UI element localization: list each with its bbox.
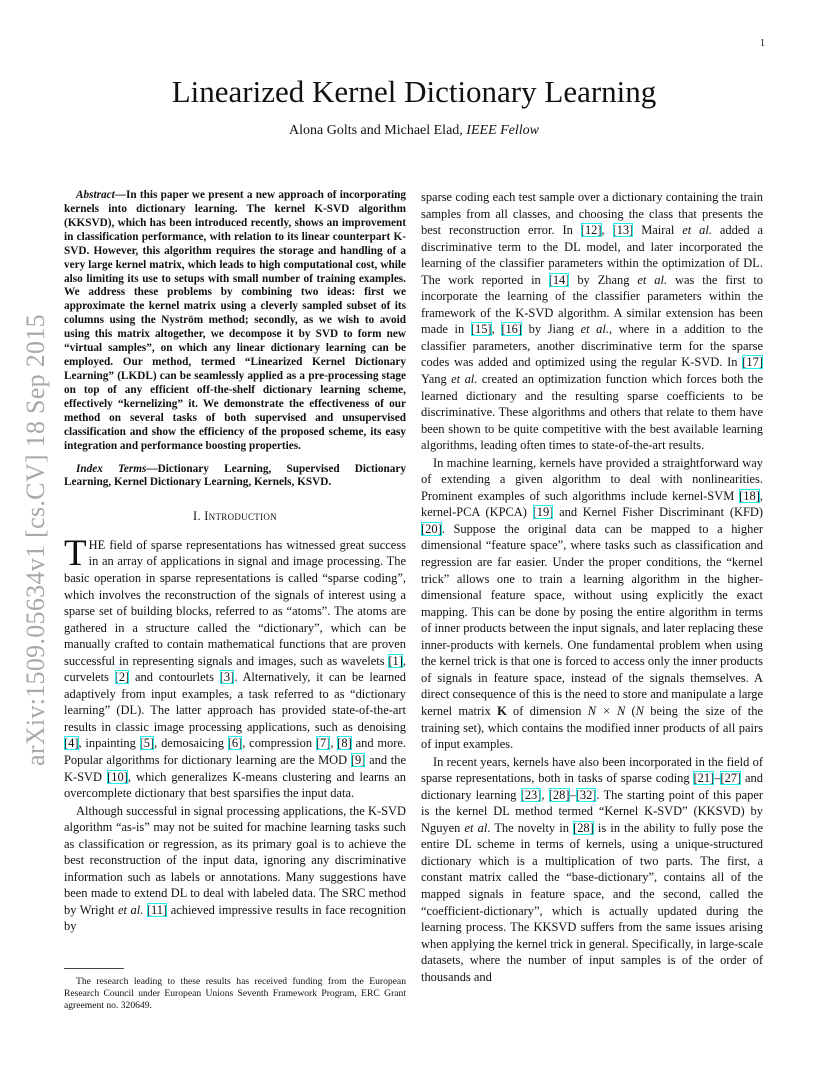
citation-link[interactable]: [21]: [693, 771, 715, 786]
text-run: , demosaicing: [154, 736, 228, 751]
citation-link[interactable]: [1]: [388, 653, 403, 668]
citation-link[interactable]: [5]: [139, 736, 155, 751]
citation-link[interactable]: [32]: [575, 787, 597, 802]
right-paragraph-3: [421, 754, 763, 986]
author-affiliation: IEEE Fellow: [466, 123, 539, 138]
text-run: , curvelets: [64, 653, 406, 685]
funding-footnote: The research leading to these results has received funding from the European Research Council under European Unions Seventh Framework Program, ERC Grant agreement no. 320649.: [64, 976, 406, 1011]
citation-link[interactable]: [12]: [580, 223, 602, 238]
text-run: , inpainting: [78, 736, 140, 751]
text-run: and Kernel Fisher Discriminant (KFD): [553, 505, 763, 520]
citation-link[interactable]: [2]: [114, 670, 130, 685]
citation-link[interactable]: [17]: [742, 355, 763, 370]
index-terms: [64, 463, 406, 491]
text-run: was the first to incorporate the learning of the classifier parameters within the framework of the K-SVD algorithm. A similar extension has been made in: [421, 272, 763, 337]
citation-link[interactable]: [14]: [548, 272, 570, 287]
text-run: ,: [541, 787, 549, 802]
citation-link[interactable]: [13]: [612, 223, 634, 238]
citation-link[interactable]: [6]: [227, 736, 243, 751]
section-heading-introduction: [64, 508, 406, 525]
index-terms-lead: Index Terms: [76, 462, 147, 475]
text-run: HE field of sparse representations has witnessed great success in an array of applications in signal and image processing. The basic operation in sparse representations is called “sparse coding”, which involves the reconstruction of the signals of interest using a sparse set of building blocks, referred to as “atoms”. The atoms are gathered in a structure called the “dictionary”, which can be manually crafted to contain mathematical functions that are proven successful in representing signals and images, such as wavelets: [64, 537, 406, 668]
citation-link[interactable]: [3]: [219, 670, 235, 685]
text-run: (: [625, 703, 636, 718]
text-run: et al: [464, 820, 488, 835]
left-column: [64, 189, 406, 936]
text-run: and more. Popular algorithms for dictionary learning are the MOD: [64, 736, 406, 768]
citation-link[interactable]: [27]: [720, 771, 742, 786]
citation-link[interactable]: [4]: [64, 736, 79, 751]
text-run: is in the ability to fully pose the entire DL scheme in terms of kernels, using a unique-structured dictionary which is a multiplication of two parts. The first, a constant matrix called the “base-dictionary”, contains all of the mapped signals in feature space, and the second, called the “coefficient-dictionary”, which is actually updated during the learning process. The KKSVD suffers from the same issues arising when applying the kernel trick in general. Specifically, in large-scale datasets, where the number of input samples is of the order of thousands and: [421, 820, 763, 984]
section-number: I.: [193, 509, 201, 524]
intro-paragraph-2: [64, 803, 406, 935]
page-number: 1: [760, 38, 765, 49]
text-run: –: [569, 787, 576, 802]
text-run: sparse coding each test sample over a dictionary containing the train samples from all classes, and choosing the class that presents the best reconstruction error. In: [421, 190, 763, 238]
citation-link[interactable]: [28]: [573, 820, 594, 835]
citation-link[interactable]: [7]: [315, 736, 331, 751]
text-run: ,: [601, 223, 613, 238]
authors-line: [0, 123, 828, 139]
text-run: . The starting point of this paper is the kernel DL method termed “Kernel K-SVD” (KKSVD) by Nguyen: [421, 787, 763, 835]
text-run: , which generalizes K-means clustering and learns an overcomplete dictionary that best sparsifies the input data.: [64, 769, 406, 801]
abstract-text: —In this paper we present a new approach of incorporating kernels into dictionary learning. The kernel K-SVD algorithm (KKSVD), which has been introduced recently, shows an improvement in classification performance, with relation to its linear counterpart K-SVD. However, this algorithm requires the storage and handling of a very large kernel matrix, which leads to high computational cost, while also limiting its use to setups with small number of training examples. We address these problems by combining two ideas: first we approximate the kernel matrix using a cleverly sampled subset of its columns using the Nyström method; secondly, as we wish to avoid using this matrix altogether, we decompose it by SVD to form new “virtual samples”, on which any linear dictionary learning can be employed. Our method, termed “Linearized Kernel Dictionary Learning” (LKDL) can be seamlessly applied as a pre-processing stage on top of any efficient off-the-shelf dictionary learning scheme, effectively “kernelizing” it. We demonstrate the effectiveness of our method on several tasks of both supervised and unsupervised classification and show the efficiency of the proposed scheme, its easy integration and performance boosting properties.: [64, 189, 406, 452]
footnote-divider: [64, 968, 124, 969]
text-run: achieved impressive results in face recognition by: [64, 902, 406, 934]
math-expression: N: [635, 703, 644, 718]
text-run: et al.: [580, 322, 609, 337]
intro-paragraph-1: [64, 532, 406, 802]
text-run: created an optimization function which forces both the learned dictionary and the resulting sparse coefficients to be discriminative. These algorithms and others that relate to them have been shown to be quite competitive with the best available learning algorithms, leading often times to state-of-the-art results.: [421, 372, 763, 453]
citation-link[interactable]: [19]: [532, 505, 554, 520]
text-run: , where in a addition to the classifier parameters, another discriminative term for the sparse codes was added and optimized using the regular K-SVD. In: [421, 322, 764, 370]
citation-link[interactable]: [8]: [337, 736, 352, 751]
text-run: –: [714, 771, 721, 786]
text-run: and dictionary learning: [421, 771, 763, 802]
citation-link[interactable]: [16]: [501, 322, 523, 337]
text-run: ,: [491, 322, 502, 337]
text-run: . The novelty in: [487, 820, 574, 835]
text-run: of dimension: [506, 703, 588, 718]
right-column: [421, 189, 763, 986]
citation-link[interactable]: [10]: [107, 769, 128, 784]
citation-link[interactable]: [23]: [520, 787, 542, 802]
citation-link[interactable]: [11]: [146, 902, 168, 917]
text-run: et al.: [118, 902, 144, 917]
text-run: ,: [330, 736, 338, 751]
citation-link[interactable]: [15]: [470, 322, 492, 337]
text-run: et al.: [682, 223, 712, 238]
abstract: [64, 189, 406, 454]
right-paragraph-1: [421, 189, 763, 454]
section-title: Introduction: [204, 509, 277, 524]
author-names: Alona Golts and Michael Elad,: [289, 123, 463, 138]
citation-link[interactable]: [28]: [548, 787, 570, 802]
matrix-symbol: K: [497, 703, 507, 718]
text-run: et al.: [451, 372, 478, 387]
text-run: added a discriminative term to the DL model, and later incorporated the learning of the classifier parameters within the optimization of DL. The work reported in: [421, 223, 764, 287]
text-run: In machine learning, kernels have provided a straightforward way of extending a given algorithm to deal with nonlinearities. Prominent examples of such algorithms include kernel-SVM: [421, 455, 763, 503]
text-run: by Jiang: [522, 322, 581, 337]
citation-link[interactable]: [20]: [421, 521, 442, 536]
citation-link[interactable]: [18]: [739, 488, 760, 503]
index-terms-text: —Dictionary Learning, Supervised Dictionary Learning, Kernel Dictionary Learning, Kernels, KSVD.: [64, 462, 407, 489]
arxiv-identifier-stamp[interactable]: arXiv:1509.05634v1 [cs.CV] 18 Sep 2015: [21, 314, 50, 766]
text-run: and the K-SVD: [64, 753, 406, 784]
text-run: being the size of the training set), which contains the modified inner products of all pairs of input examples.: [421, 703, 764, 752]
text-run: by Zhang: [569, 272, 638, 287]
drop-cap: T: [64, 532, 87, 574]
text-run: and contourlets: [129, 670, 220, 685]
paper-title: Linearized Kernel Dictionary Learning: [171, 74, 657, 109]
text-run: . Suppose the original data can be mapped to a higher dimensional “feature space”, where tasks such as classification and regression are far easier. Under the proper conditions, the “kernel trick” allows one to train a learning algorithm in the higher-dimensional feature space, without using explicitly the exact mapping. This can be done by posing the entire algorithm in terms of inner products between the input signals, and later replacing these inner-products with kernels. One fundamental problem when using the kernel trick is that one is forced to access only the inner products of signals in feature space, instead of the signals themselves. A direct consequence of this is the need to store and manipulate a large kernel matrix: [421, 521, 763, 718]
text-run: , compression: [242, 736, 316, 751]
text-run: . Alternatively, it can be learned adaptively from input examples, a task referred to as “dictionary learning” (DL). The latter approach has provided state-of-the-art results in classic image processing applications, such as denoising: [64, 670, 406, 734]
text-run: Yang: [421, 372, 452, 387]
abstract-lead: Abstract: [76, 189, 115, 201]
text-run: Although successful in signal processing applications, the K-SVD algorithm “as-is” may not be suited for machine learning tasks such as classification or regression, as its primary goal is to achieve the best reconstruction of the input data, ignoring any discriminative information such as labels or annotations. Many suggestions have been made to extend DL to deal with labeled data. The SRC method by Wright: [64, 803, 406, 917]
text-run: et al.: [637, 272, 668, 287]
text-run: In recent years, kernels have also been incorporated in the field of sparse representations, both in tasks of sparse coding: [421, 754, 763, 786]
text-run: Mairal: [633, 223, 683, 238]
text-run: , kernel-PCA (KPCA): [421, 488, 763, 520]
citation-link[interactable]: [9]: [350, 753, 366, 768]
math-expression: N × N: [587, 703, 626, 718]
right-paragraph-2: [421, 455, 763, 753]
